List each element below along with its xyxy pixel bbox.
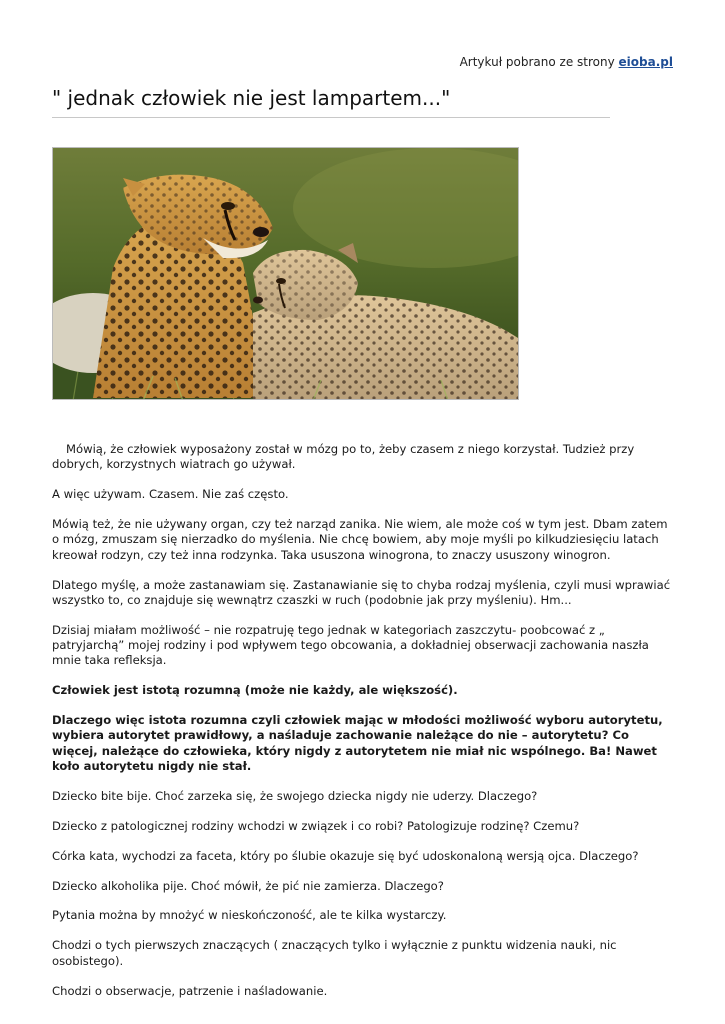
paragraph: Mówią, że człowiek wyposażony został w mózg po to, żeby czasem z niego korzystał. Tudzież przy dobrych, korzystnych wiatrach go używał. [52,442,635,472]
title-divider [52,117,610,118]
paragraph: Dziecko alkoholika pije. Choć mówił, że pić nie zamierza. Dlaczego? [52,878,444,893]
paragraph: Dlatego myślę, a może zastanawiam się. Zastanawianie się to chyba rodzaj myślenia, czyli musi wprawiać wszystko to, co znajduje się wewnątrz czaszki w ruch (podobnie jak przy myśleniu). Hm... [52,577,671,607]
paragraph: Dziecko z patologicznej rodziny wchodzi w związek i co robi? Patologizuje rodzinę? Czemu? [52,818,580,833]
cheetah-photo [52,147,519,400]
cheetah-illustration [53,148,519,400]
paragraph: Dziecko bite bije. Choć zarzeka się, że swojego dziecka nigdy nie uderzy. Dlaczego? [52,788,538,803]
paragraph: Dlaczego więc istota rozumna czyli człowiek mając w młodości możliwość wyboru autorytetu, wybiera autorytet prawidłowy, a naśladuje zachowanie należące do nie – autorytetu? Co więcej, należące do człowieka, który nigdy z autorytetem nie miał nic wspólnego. Ba! Nawet koło autorytetu nigdy nie stał. [52,713,663,774]
source-link[interactable]: eioba.pl [618,55,673,69]
paragraph: Chodzi o obserwacje, patrzenie i naśladowanie. [52,983,328,998]
source-line [460,55,673,69]
article-title: " jednak człowiek nie jest lampartem..." [52,86,451,110]
paragraph: Córka kata, wychodzi za faceta, który po ślubie okazuje się być udoskonaloną wersją ojca. Dlaczego? [52,848,639,863]
paragraph: Pytania można by mnożyć w nieskończoność, ale te kilka wystarczy. [52,908,447,923]
paragraph: Człowiek jest istotą rozumną (może nie każdy, ale większość). [52,683,458,698]
paragraph: Chodzi o tych pierwszych znaczących ( znaczących tylko i wyłącznie z punktu widzenia nauki, nic osobistego). [52,938,617,968]
paragraph: Mówią też, że nie używany organ, czy też narząd zanika. Nie wiem, ale może coś w tym jest. Dbam zatem o mózg, zmuszam się nierzadko do myślenia. Nie chcę bowiem, aby moje myśli po kilkudziesięciu latach kreował rodzyn, czy też inna rodzynka. Taka ususzona winogrona, to znaczy ususzony winogron. [52,517,668,562]
source-prefix: Artykuł pobrano ze strony [459,55,619,69]
paragraph: A więc używam. Czasem. Nie zaś często. [52,487,289,502]
article-body [52,442,677,1013]
paragraph: Dzisiaj miałam możliwość – nie rozpatruję tego jednak w kategoriach zaszczytu- poobcować z „ patryjarchą” mojej rodziny i pod wpływem tego obcowania, a dokładniej obserwacji zachowania naszła mnie taka refleksja. [52,622,649,668]
